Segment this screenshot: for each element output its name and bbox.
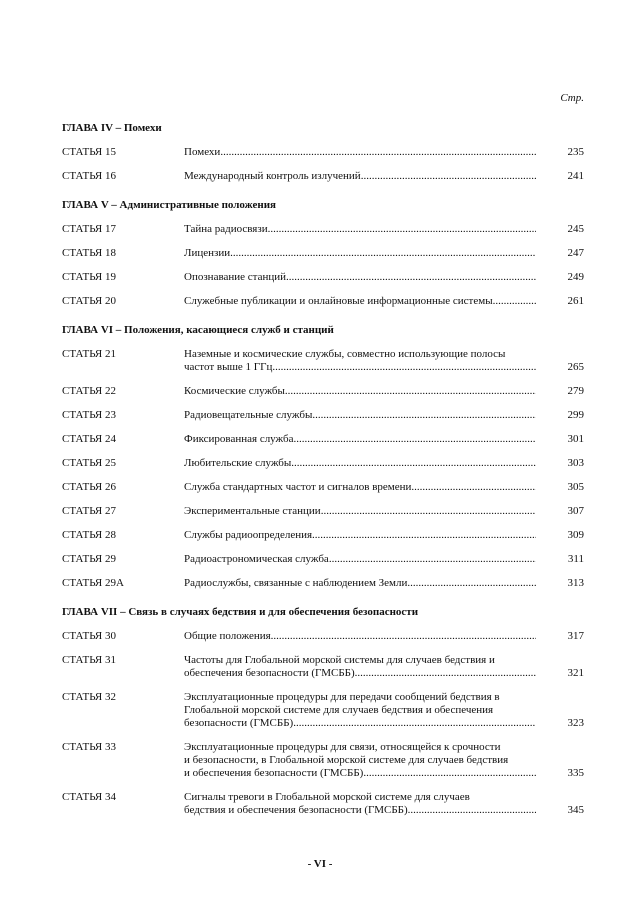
title-text: Радиовещательные службы: [184, 409, 313, 421]
title-line: [184, 409, 536, 422]
toc-entry[interactable]: [62, 505, 584, 518]
title-line: [184, 247, 536, 260]
page-number: - VI -: [307, 858, 333, 870]
title-text: Экспериментальные станции: [184, 505, 321, 517]
title-text: обеспечения безопасности (ГМСББ): [184, 667, 355, 679]
title-line: [184, 385, 536, 398]
article-title: [184, 223, 536, 236]
article-title: [184, 529, 536, 542]
dot-leader: [230, 247, 536, 260]
title-line: [184, 717, 536, 730]
title-text: Частоты для Глобальной морской системы для случаев бедствия и: [184, 654, 495, 666]
toc-entry[interactable]: [62, 791, 584, 817]
title-line: [184, 348, 536, 361]
title-text: Эксплуатационные процедуры для передачи сообщений бедствия в: [184, 691, 500, 703]
title-text: Опознавание станций: [184, 271, 287, 283]
article-title: [184, 295, 536, 308]
title-line: [184, 767, 536, 780]
page-ref[interactable]: 311: [567, 553, 584, 565]
toc-entry[interactable]: [62, 741, 584, 780]
toc-entry[interactable]: [62, 654, 584, 680]
title-text: Фиксированная служба: [184, 433, 294, 445]
title-line: [184, 361, 536, 374]
page-column-label: Стр.: [560, 92, 584, 104]
toc-entry[interactable]: [62, 457, 584, 470]
article-number: СТАТЬЯ 15: [62, 146, 117, 158]
article-number: СТАТЬЯ 29A: [62, 577, 124, 589]
dot-leader: [408, 804, 536, 817]
title-text: частот выше 1 ГГц: [184, 361, 273, 373]
article-number: СТАТЬЯ 21: [62, 348, 117, 360]
title-line: [184, 704, 536, 717]
title-text: Эксплуатационные процедуры для связи, относящейся к срочности: [184, 741, 501, 753]
dot-leader: [312, 529, 536, 542]
title-text: Лицензии: [184, 247, 231, 259]
title-text: Служба стандартных частот и сигналов времени: [184, 481, 412, 493]
page-ref[interactable]: 235: [567, 146, 584, 158]
article-title: [184, 271, 536, 284]
article-title: [184, 577, 536, 590]
article-title: [184, 630, 536, 643]
toc-entry[interactable]: [62, 577, 584, 590]
article-number: СТАТЬЯ 19: [62, 271, 117, 283]
title-text: Наземные и космические службы, совместно использующие полосы: [184, 348, 506, 360]
page-ref[interactable]: 309: [567, 529, 584, 541]
title-line: [184, 481, 536, 494]
article-title: [184, 481, 536, 494]
title-text: Службы радиоопределения: [184, 529, 313, 541]
title-line: [184, 433, 536, 446]
toc-entry[interactable]: [62, 630, 584, 643]
toc-entry[interactable]: [62, 691, 584, 730]
article-number: СТАТЬЯ 27: [62, 505, 117, 517]
page-ref[interactable]: 307: [567, 505, 584, 517]
title-line: [184, 577, 536, 590]
article-title: [184, 348, 536, 374]
dot-leader: [361, 170, 536, 183]
title-text: безопасности (ГМСББ): [184, 717, 294, 729]
title-line: [184, 691, 536, 704]
page-ref[interactable]: 323: [567, 717, 584, 729]
dot-leader: [493, 295, 536, 308]
title-line: [184, 146, 536, 159]
title-line: [184, 741, 536, 754]
dot-leader: [293, 717, 536, 730]
article-title: [184, 791, 536, 817]
article-number: СТАТЬЯ 22: [62, 385, 117, 397]
article-title: [184, 741, 536, 780]
title-line: [184, 754, 536, 767]
toc-entry[interactable]: [62, 481, 584, 494]
page-ref[interactable]: 265: [567, 361, 584, 373]
title-line: [184, 667, 536, 680]
page-ref[interactable]: 301: [567, 433, 584, 445]
title-text: Тайна радиосвязи: [184, 223, 268, 235]
article-number: СТАТЬЯ 26: [62, 481, 117, 493]
title-text: Общие положения: [184, 630, 271, 642]
page-ref[interactable]: 345: [567, 804, 584, 816]
title-text: бедствия и обеспечения безопасности (ГМСББ): [184, 804, 408, 816]
article-title: [184, 247, 536, 260]
page-ref[interactable]: 299: [567, 409, 584, 421]
article-number: СТАТЬЯ 23: [62, 409, 117, 421]
article-number: СТАТЬЯ 30: [62, 630, 117, 642]
article-number: СТАТЬЯ 33: [62, 741, 117, 753]
page-ref[interactable]: 247: [567, 247, 584, 259]
dot-leader: [271, 630, 536, 643]
title-line: [184, 223, 536, 236]
chapter-heading: ГЛАВА V – Административные положения: [62, 199, 277, 211]
dot-leader: [411, 481, 536, 494]
article-number: СТАТЬЯ 31: [62, 654, 117, 666]
title-text: Радиоастрономическая служба: [184, 553, 329, 565]
page-ref[interactable]: 305: [567, 481, 584, 493]
title-line: [184, 170, 536, 183]
title-line: [184, 553, 536, 566]
toc-entry[interactable]: [62, 247, 584, 260]
article-number: СТАТЬЯ 34: [62, 791, 117, 803]
title-line: [184, 529, 536, 542]
toc-entry[interactable]: [62, 170, 584, 183]
article-title: [184, 433, 536, 446]
article-title: [184, 170, 536, 183]
article-number: СТАТЬЯ 28: [62, 529, 117, 541]
toc-entry[interactable]: [62, 295, 584, 308]
page-ref[interactable]: 241: [567, 170, 584, 182]
toc-entry[interactable]: [62, 271, 584, 284]
title-line: [184, 295, 536, 308]
title-line: [184, 271, 536, 284]
title-text: и обеспечения безопасности (ГМСББ): [184, 767, 364, 779]
dot-leader: [329, 553, 536, 566]
toc-entry[interactable]: [62, 385, 584, 398]
article-title: [184, 409, 536, 422]
article-number: СТАТЬЯ 32: [62, 691, 117, 703]
article-number: СТАТЬЯ 29: [62, 553, 117, 565]
dot-leader: [285, 385, 536, 398]
toc-entry[interactable]: [62, 433, 584, 446]
title-line: [184, 804, 536, 817]
dot-leader: [312, 409, 536, 422]
table-of-contents: [62, 122, 584, 828]
dot-leader: [363, 767, 536, 780]
article-title: [184, 691, 536, 730]
page-ref[interactable]: 245: [567, 223, 584, 235]
page-ref[interactable]: 313: [567, 577, 584, 589]
dot-leader: [293, 433, 536, 446]
dot-leader: [286, 271, 536, 284]
article-number: СТАТЬЯ 24: [62, 433, 117, 445]
dot-leader: [355, 667, 536, 680]
page-ref[interactable]: 261: [567, 295, 584, 307]
article-number: СТАТЬЯ 20: [62, 295, 117, 307]
page-ref[interactable]: 279: [567, 385, 584, 397]
title-line: [184, 505, 536, 518]
article-title: [184, 457, 536, 470]
toc-entry[interactable]: [62, 409, 584, 422]
page-ref[interactable]: 335: [567, 767, 584, 779]
dot-leader: [321, 505, 536, 518]
article-number: СТАТЬЯ 16: [62, 170, 117, 182]
toc-entry[interactable]: [62, 146, 584, 159]
toc-entry[interactable]: [62, 529, 584, 542]
page-ref[interactable]: 321: [567, 667, 584, 679]
title-text: Международный контроль излучений: [184, 170, 361, 182]
article-title: [184, 553, 536, 566]
toc-entry[interactable]: [62, 553, 584, 566]
article-number: СТАТЬЯ 17: [62, 223, 117, 235]
title-text: Сигналы тревоги в Глобальной морской системе для случаев: [184, 791, 470, 803]
title-line: [184, 457, 536, 470]
chapter-heading: ГЛАВА IV – Помехи: [62, 122, 162, 134]
article-title: [184, 654, 536, 680]
article-number: СТАТЬЯ 25: [62, 457, 117, 469]
title-text: Глобальной морской системе для случаев бедствия и обеспечения: [184, 704, 494, 716]
dot-leader: [407, 577, 536, 590]
article-title: [184, 505, 536, 518]
page-ref[interactable]: 303: [567, 457, 584, 469]
title-text: Радиослужбы, связанные с наблюдением Земли: [184, 577, 408, 589]
title-line: [184, 654, 536, 667]
title-text: Служебные публикации и онлайновые информационные системы: [184, 295, 493, 307]
dot-leader: [291, 457, 536, 470]
article-number: СТАТЬЯ 18: [62, 247, 117, 259]
article-title: [184, 146, 536, 159]
title-text: Помехи: [184, 146, 221, 158]
page-ref[interactable]: 249: [567, 271, 584, 283]
title-text: Любительские службы: [184, 457, 292, 469]
title-text: Космические службы: [184, 385, 285, 397]
toc-entry[interactable]: [62, 223, 584, 236]
chapter-heading: ГЛАВА VII – Связь в случаях бедствия и для обеспечения безопасности: [62, 606, 419, 618]
article-title: [184, 385, 536, 398]
page-ref[interactable]: 317: [567, 630, 584, 642]
title-line: [184, 630, 536, 643]
dot-leader: [272, 361, 536, 374]
dot-leader: [220, 146, 536, 159]
title-text: и безопасности, в Глобальной морской системе для случаев бедствия: [184, 754, 509, 766]
dot-leader: [268, 223, 536, 236]
toc-entry[interactable]: [62, 348, 584, 374]
chapter-heading: ГЛАВА VI – Положения, касающиеся служб и станций: [62, 324, 334, 336]
title-line: [184, 791, 536, 804]
